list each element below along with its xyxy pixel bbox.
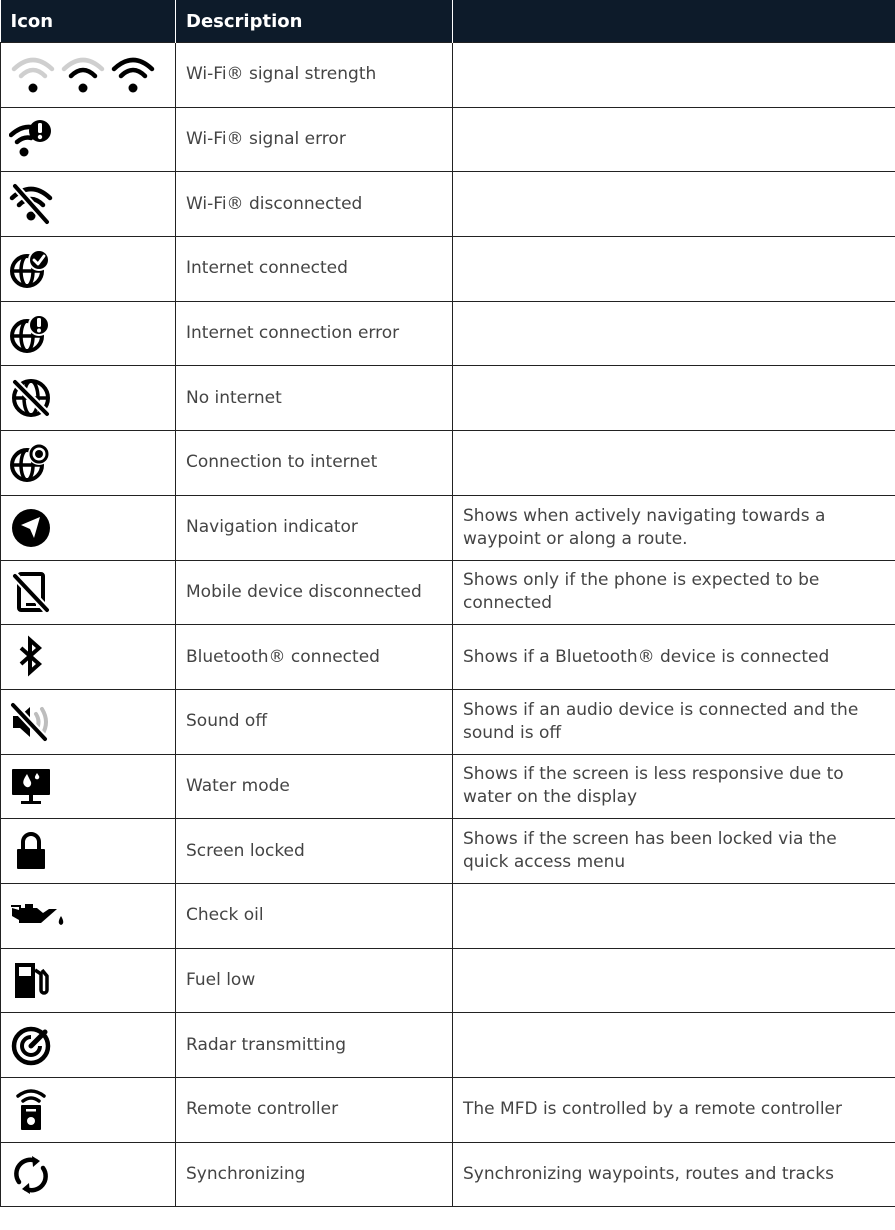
wifi-signal-strength-icons: [9, 53, 159, 97]
row-description: Internet connection error: [176, 301, 453, 366]
table-header-row: [1, 0, 895, 43]
row-notes: [453, 237, 895, 302]
wifi-error-icon: [9, 118, 53, 162]
row-notes: [453, 948, 895, 1013]
radar-icon: [9, 1023, 53, 1067]
table-row: [1, 754, 895, 819]
table-row: [1, 625, 895, 690]
sound-off-icon: [9, 700, 53, 744]
row-description: Mobile device disconnected: [176, 560, 453, 625]
wifi-disconnected-icon: [9, 182, 53, 226]
sync-icon: [9, 1153, 53, 1197]
row-notes: [453, 301, 895, 366]
bluetooth-icon: [9, 635, 53, 679]
row-description: Bluetooth® connected: [176, 625, 453, 690]
row-description: Fuel low: [176, 948, 453, 1013]
table-row: [1, 1142, 895, 1207]
header-description: Description: [176, 0, 453, 43]
table-row: [1, 1078, 895, 1143]
table-row: [1, 237, 895, 302]
water-mode-icon: [9, 764, 53, 808]
row-description: Wi-Fi® disconnected: [176, 172, 453, 237]
row-notes: [453, 43, 895, 108]
row-notes: [453, 366, 895, 431]
row-description: Screen locked: [176, 819, 453, 884]
table-row: [1, 301, 895, 366]
table-row: [1, 1013, 895, 1078]
row-description: Connection to internet: [176, 431, 453, 496]
remote-controller-icon: [9, 1088, 53, 1132]
table-row: [1, 819, 895, 884]
globe-sync-icon: [9, 441, 53, 485]
row-description: No internet: [176, 366, 453, 431]
mobile-disconnected-icon: [9, 570, 53, 614]
row-notes: Shows if the screen has been locked via the quick access menu: [453, 819, 895, 884]
row-description: Wi-Fi® signal error: [176, 107, 453, 172]
row-description: Check oil: [176, 883, 453, 948]
row-description: Synchronizing: [176, 1142, 453, 1207]
row-notes: Shows if an audio device is connected and the sound is off: [453, 689, 895, 754]
globe-check-icon: [9, 247, 53, 291]
lock-icon: [9, 829, 53, 873]
table-row: [1, 689, 895, 754]
row-notes: Synchronizing waypoints, routes and tracks: [453, 1142, 895, 1207]
table-row: [1, 883, 895, 948]
table-row: [1, 107, 895, 172]
row-notes: Shows if a Bluetooth® device is connected: [453, 625, 895, 690]
row-description: Navigation indicator: [176, 495, 453, 560]
globe-error-icon: [9, 312, 53, 356]
row-description: Internet connected: [176, 237, 453, 302]
table-row: [1, 172, 895, 237]
row-description: Water mode: [176, 754, 453, 819]
table-row: [1, 948, 895, 1013]
table-row: [1, 366, 895, 431]
row-description: Sound off: [176, 689, 453, 754]
globe-crossed-icon: [9, 376, 53, 420]
table-row: [1, 431, 895, 496]
row-notes: [453, 431, 895, 496]
row-notes: [453, 107, 895, 172]
row-description: Radar transmitting: [176, 1013, 453, 1078]
fuel-pump-icon: [9, 958, 53, 1002]
table-row: [1, 43, 895, 108]
row-description: Remote controller: [176, 1078, 453, 1143]
table-row: [1, 495, 895, 560]
row-description: Wi-Fi® signal strength: [176, 43, 453, 108]
oil-can-icon: [9, 894, 69, 938]
row-notes: [453, 172, 895, 237]
row-notes: [453, 883, 895, 948]
row-notes: Shows if the screen is less responsive due to water on the display: [453, 754, 895, 819]
table-row: [1, 560, 895, 625]
header-icon: Icon: [1, 0, 176, 43]
row-notes: Shows when actively navigating towards a waypoint or along a route.: [453, 495, 895, 560]
row-notes: The MFD is controlled by a remote controller: [453, 1078, 895, 1143]
row-notes: [453, 1013, 895, 1078]
header-notes: [453, 0, 895, 43]
row-notes: Shows only if the phone is expected to be connected: [453, 560, 895, 625]
navigation-arrow-icon: [9, 506, 53, 550]
